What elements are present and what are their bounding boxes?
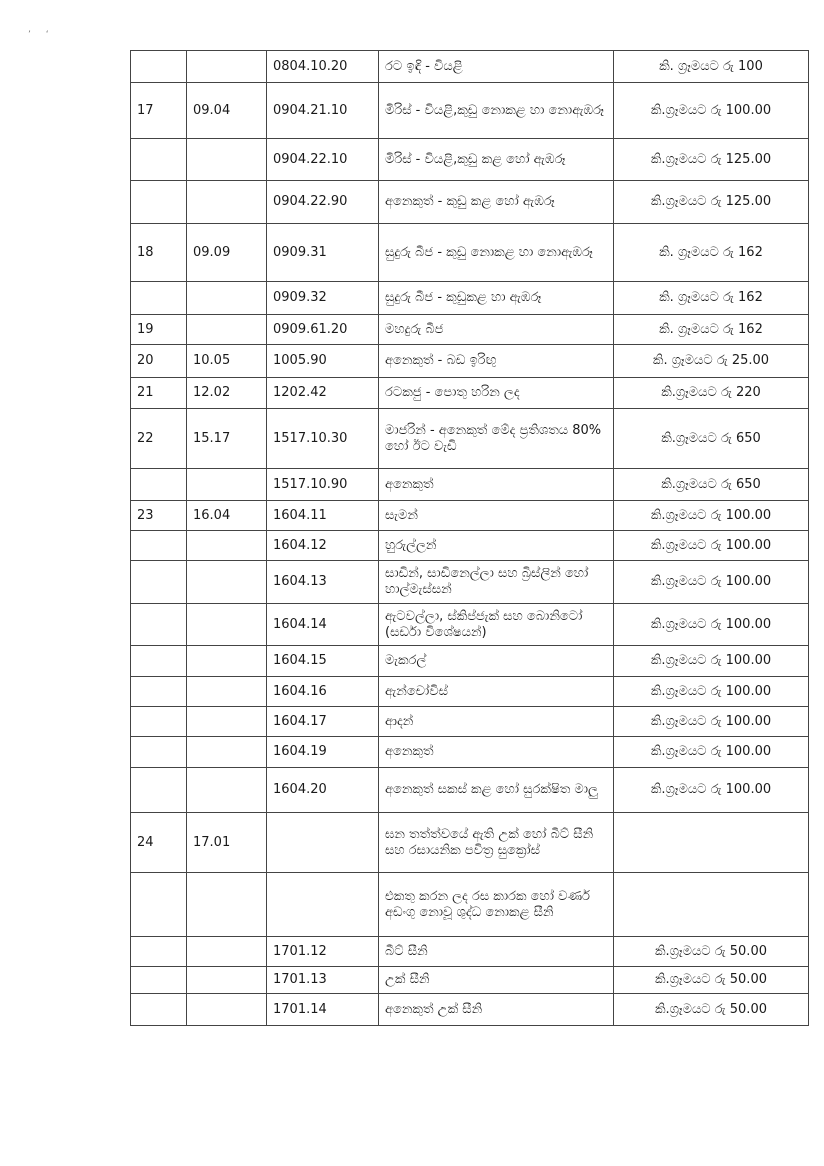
hs-heading-cell — [187, 967, 267, 994]
hs-code-cell: 1604.15 — [267, 646, 379, 677]
table-row — [131, 813, 809, 873]
rate-cell: කි. ග්‍රෑමයට රු 162 — [614, 282, 809, 315]
table-row — [131, 707, 809, 737]
hs-heading-cell — [187, 315, 267, 345]
hs-code-cell: 0909.32 — [267, 282, 379, 315]
table-row — [131, 967, 809, 994]
table-row — [131, 994, 809, 1026]
hs-heading-cell — [187, 707, 267, 737]
item-number-cell — [131, 737, 187, 768]
description-cell: සුදුරු බීජ - කුඩුකළ හා ඇඹරූ — [379, 282, 614, 315]
table-row — [131, 737, 809, 768]
item-number-cell — [131, 768, 187, 813]
hs-heading-cell: 09.09 — [187, 224, 267, 282]
item-number-cell — [131, 561, 187, 604]
description-cell: සුදුරු බීජ - කුඩු නොකළ හා නොඇඹරූ — [379, 224, 614, 282]
description-cell: රටකජු - පොතු හරින ලද — [379, 378, 614, 409]
description-cell: හුරුල්ලන් — [379, 531, 614, 561]
item-number-cell — [131, 469, 187, 501]
table-row — [131, 646, 809, 677]
hs-code-cell: 1604.20 — [267, 768, 379, 813]
rate-cell: කි.ග්‍රෑමයට රු 100.00 — [614, 707, 809, 737]
rate-cell: කි.ග්‍රෑමයට රු 100.00 — [614, 768, 809, 813]
scan-specks: ʼ ʻ — [28, 30, 55, 40]
description-cell: මාජරින් - අනෙකුත් මේද ප්‍රතිශතය 80% හෝ ඊට වැඩි — [379, 409, 614, 469]
rate-cell: කි.ග්‍රෑමයට රු 100.00 — [614, 83, 809, 139]
table-row — [131, 768, 809, 813]
item-number-cell — [131, 967, 187, 994]
rate-cell: කි.ග්‍රෑමයට රු 100.00 — [614, 737, 809, 768]
hs-heading-cell — [187, 937, 267, 967]
item-number-cell: 19 — [131, 315, 187, 345]
rate-cell: කි.ග්‍රෑමයට රු 100.00 — [614, 501, 809, 531]
hs-code-cell: 1701.14 — [267, 994, 379, 1026]
description-cell: ඝන තත්ත්වයේ ඇති උක් හෝ බීට් සීනි සහ රසායනික පවිත්‍ර සුක්‍රෝස් — [379, 813, 614, 873]
hs-code-cell: 1604.11 — [267, 501, 379, 531]
table-row — [131, 561, 809, 604]
item-number-cell — [131, 873, 187, 937]
description-cell: අනෙකුත් — [379, 737, 614, 768]
rate-cell: කි.ග්‍රෑමයට රු 100.00 — [614, 531, 809, 561]
item-number-cell — [131, 139, 187, 181]
rate-cell: කි.ග්‍රෑමයට රු 50.00 — [614, 994, 809, 1026]
hs-code-cell: 0904.21.10 — [267, 83, 379, 139]
rate-cell: කි.ග්‍රෑමයට රු 100.00 — [614, 561, 809, 604]
hs-code-cell: 1005.90 — [267, 345, 379, 378]
hs-code-cell: 1604.14 — [267, 604, 379, 646]
hs-heading-cell — [187, 646, 267, 677]
hs-code-cell: 0909.61.20 — [267, 315, 379, 345]
hs-heading-cell — [187, 677, 267, 707]
table-row — [131, 345, 809, 378]
item-number-cell — [131, 531, 187, 561]
hs-heading-cell — [187, 51, 267, 83]
item-number-cell — [131, 604, 187, 646]
rate-cell: කි. ග්‍රෑමයට රු 100 — [614, 51, 809, 83]
table-row — [131, 409, 809, 469]
table-row — [131, 315, 809, 345]
hs-heading-cell: 12.02 — [187, 378, 267, 409]
item-number-cell: 21 — [131, 378, 187, 409]
rate-cell: කි.ග්‍රෑමයට රු 100.00 — [614, 646, 809, 677]
rate-cell: කි.ග්‍රෑමයට රු 650 — [614, 409, 809, 469]
description-cell: මිරිස් - වියළි,කුඩු නොකළ හා නොඇඹරූ — [379, 83, 614, 139]
hs-heading-cell: 15.17 — [187, 409, 267, 469]
hs-heading-cell: 09.04 — [187, 83, 267, 139]
table-row — [131, 139, 809, 181]
hs-code-cell: 1517.10.30 — [267, 409, 379, 469]
hs-heading-cell — [187, 469, 267, 501]
rate-cell: කි. ග්‍රෑමයට රු 162 — [614, 315, 809, 345]
rate-cell: කි.ග්‍රෑමයට රු 220 — [614, 378, 809, 409]
hs-code-cell: 1701.12 — [267, 937, 379, 967]
hs-code-cell: 0909.31 — [267, 224, 379, 282]
rate-cell — [614, 813, 809, 873]
hs-code-cell: 1604.13 — [267, 561, 379, 604]
rate-cell: කි.ග්‍රෑමයට රු 125.00 — [614, 139, 809, 181]
item-number-cell: 20 — [131, 345, 187, 378]
description-cell: අනෙකුත් උක් සීනි — [379, 994, 614, 1026]
hs-heading-cell — [187, 737, 267, 768]
description-cell: රට ඉඳි - වියළි — [379, 51, 614, 83]
description-cell: එකතු කරන ලද රස කාරක හෝ වර්ණ අඩංගු නොවූ ශුද්ධ නොකළ සීනි — [379, 873, 614, 937]
hs-code-cell: 1517.10.90 — [267, 469, 379, 501]
table-row — [131, 181, 809, 224]
item-number-cell — [131, 51, 187, 83]
item-number-cell — [131, 707, 187, 737]
table-row — [131, 282, 809, 315]
hs-code-cell: 1604.16 — [267, 677, 379, 707]
hs-code-cell: 1604.12 — [267, 531, 379, 561]
rate-cell: කි.ග්‍රෑමයට රු 650 — [614, 469, 809, 501]
tariff-table-body — [131, 51, 809, 1026]
table-row — [131, 531, 809, 561]
table-row — [131, 937, 809, 967]
rate-cell: කි.ග්‍රෑමයට රු 125.00 — [614, 181, 809, 224]
hs-heading-cell — [187, 139, 267, 181]
table-row — [131, 677, 809, 707]
description-cell: ඇන්චෝවිස් — [379, 677, 614, 707]
description-cell: උක් සීනි — [379, 967, 614, 994]
hs-code-cell — [267, 873, 379, 937]
table-row — [131, 873, 809, 937]
rate-cell: කි. ග්‍රෑමයට රු 162 — [614, 224, 809, 282]
item-number-cell: 23 — [131, 501, 187, 531]
hs-code-cell: 1604.19 — [267, 737, 379, 768]
item-number-cell: 22 — [131, 409, 187, 469]
table-row — [131, 378, 809, 409]
hs-code-cell: 1604.17 — [267, 707, 379, 737]
tariff-table — [130, 50, 809, 1026]
hs-heading-cell — [187, 873, 267, 937]
description-cell: මිරිස් - වියළි,කුඩු කළ හෝ ඇඹරූ — [379, 139, 614, 181]
hs-heading-cell: 16.04 — [187, 501, 267, 531]
item-number-cell — [131, 646, 187, 677]
hs-heading-cell — [187, 561, 267, 604]
description-cell: අනෙකුත් සකස් කළ හෝ සුරක්ෂිත මාලු — [379, 768, 614, 813]
item-number-cell — [131, 282, 187, 315]
rate-cell: කි.ග්‍රෑමයට රු 50.00 — [614, 937, 809, 967]
hs-code-cell: 0804.10.20 — [267, 51, 379, 83]
table-row — [131, 83, 809, 139]
rate-cell: කි.ග්‍රෑමයට රු 100.00 — [614, 604, 809, 646]
item-number-cell — [131, 677, 187, 707]
rate-cell: කි. ග්‍රෑමයට රු 25.00 — [614, 345, 809, 378]
item-number-cell — [131, 937, 187, 967]
hs-heading-cell — [187, 282, 267, 315]
hs-heading-cell: 17.01 — [187, 813, 267, 873]
table-row — [131, 469, 809, 501]
item-number-cell — [131, 181, 187, 224]
table-row — [131, 501, 809, 531]
hs-heading-cell — [187, 181, 267, 224]
hs-code-cell: 1202.42 — [267, 378, 379, 409]
hs-code-cell — [267, 813, 379, 873]
description-cell: සාඩින්, සාඩිනෙල්ලා සහ බ්‍රිස්ලින් හෝ හාල්මැස්සන් — [379, 561, 614, 604]
description-cell: අනෙකුත් — [379, 469, 614, 501]
hs-code-cell: 0904.22.10 — [267, 139, 379, 181]
description-cell: මැකරල් — [379, 646, 614, 677]
hs-code-cell: 0904.22.90 — [267, 181, 379, 224]
description-cell: අනෙකුත් - කුඩු කළ හෝ ඇඹරූ — [379, 181, 614, 224]
hs-heading-cell — [187, 531, 267, 561]
hs-code-cell: 1701.13 — [267, 967, 379, 994]
rate-cell — [614, 873, 809, 937]
hs-heading-cell: 10.05 — [187, 345, 267, 378]
description-cell: අනෙකුත් - බඩ ඉරිඟු — [379, 345, 614, 378]
item-number-cell: 17 — [131, 83, 187, 139]
table-row — [131, 604, 809, 646]
table-row — [131, 224, 809, 282]
hs-heading-cell — [187, 768, 267, 813]
description-cell: ආදන් — [379, 707, 614, 737]
description-cell: ඇටවල්ලා, ස්කිප්ජැක් සහ බොනිටෝ (සර්ඩා විශේෂයන්) — [379, 604, 614, 646]
description-cell: සැමන් — [379, 501, 614, 531]
rate-cell: කි.ග්‍රෑමයට රු 100.00 — [614, 677, 809, 707]
item-number-cell: 18 — [131, 224, 187, 282]
table-row — [131, 51, 809, 83]
item-number-cell: 24 — [131, 813, 187, 873]
hs-heading-cell — [187, 994, 267, 1026]
description-cell: මහදුරු බීජ — [379, 315, 614, 345]
hs-heading-cell — [187, 604, 267, 646]
rate-cell: කි.ග්‍රෑමයට රු 50.00 — [614, 967, 809, 994]
description-cell: බීට් සීනි — [379, 937, 614, 967]
item-number-cell — [131, 994, 187, 1026]
